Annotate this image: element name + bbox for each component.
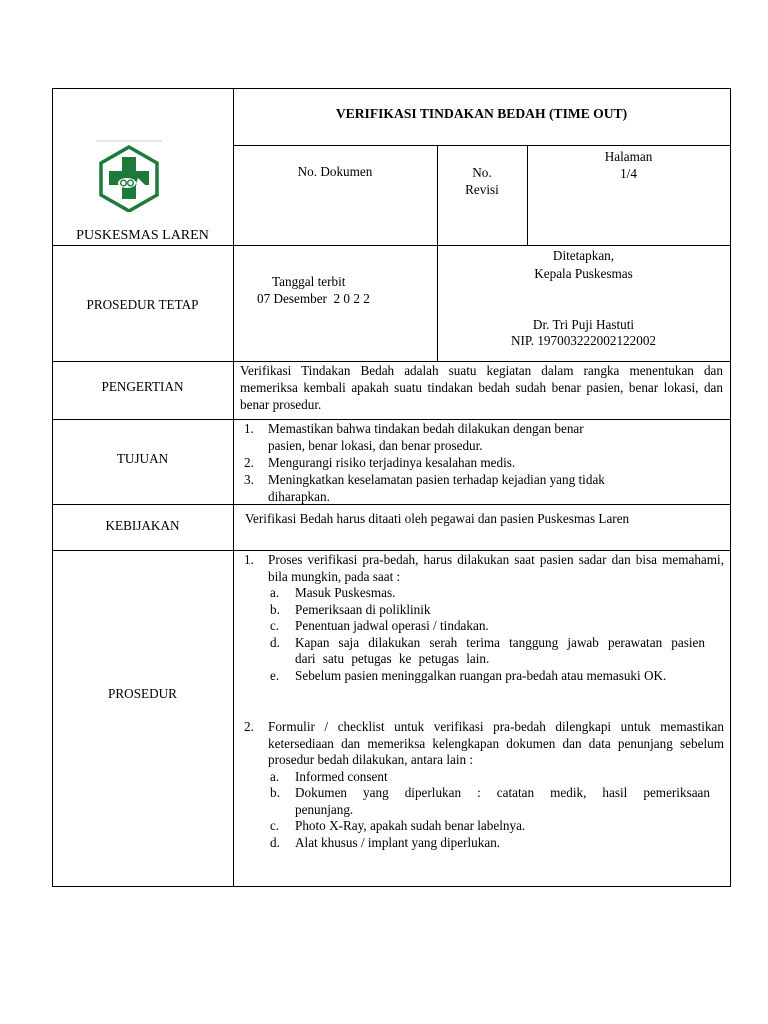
list-item: b. Dokumen yang diperlukan : catatan medik, hasil pemeriksaan penunjang.: [270, 785, 710, 817]
list-item: c. Photo X-Ray, apakah sudah benar labelnya.: [270, 818, 526, 833]
list-item: c. Penentuan jadwal operasi / tindakan.: [270, 618, 489, 633]
halaman-value: 1/4: [620, 166, 637, 181]
list-item: a. Informed consent: [270, 768, 388, 784]
list-item: 3. Meningkatkan keselamatan pasien terhadap kejadian yang tidak diharapkan.: [244, 472, 605, 504]
org-name: PUSKESMAS LAREN: [76, 228, 209, 243]
prosedur-label: PROSEDUR: [108, 686, 177, 701]
signatory-name: Dr. Tri Puji Hastuti: [532, 317, 635, 332]
no-revisi-label: No. Revisi: [465, 165, 499, 197]
prosedur-step-2: 2. Formulir / checklist untuk verifikasi pra-bedah dilengkapi untuk memastikan ketersediaan dan memeriksa kelengkapan dokumen dan data penunjang sebelum prosedur bedah dilakukan, antara lain : a. Informed consent b. Dokumen yang diperlukan : catatan medik, hasil pemeriksaan penunjang. c. Photo X-Ray, apakah sudah benar labelnya. d. Alat khusus / implant yang diperlukan.: [244, 719, 724, 850]
list-item: b. Pemeriksaan di poliklinik: [270, 601, 431, 617]
list-item: e. Sebelum pasien meninggalkan ruangan pra-bedah atau memasuki OK.: [270, 667, 667, 683]
halaman-cell: [527, 148, 730, 182]
document-title: VERIFIKASI TINDAKAN BEDAH (TIME OUT): [335, 106, 628, 121]
signatory-nip: NIP. 197003222002122002: [510, 333, 657, 348]
kepala-puskesmas-label: Kepala Puskesmas: [534, 266, 633, 281]
tanggal-terbit-value: 07 Desember 2 0 2 2: [257, 291, 370, 306]
halaman-label: Halaman: [604, 149, 653, 164]
pengertian-text: Verifikasi Tindakan Bedah adalah suatu kegiatan dalam rangka menentukan dan memeriksa kembali apakah suatu tindakan bedah sudah benar pasien, benar lokasi, dan benar prosedur.: [240, 363, 723, 412]
tujuan-list: [244, 420, 724, 505]
pengertian-label: PENGERTIAN: [101, 379, 184, 394]
list-item: a. Masuk Puskesmas.: [270, 585, 396, 600]
tanggal-terbit-label: Tanggal terbit: [272, 274, 346, 289]
kebijakan-text: Verifikasi Bedah harus ditaati oleh pegawai dan pasien Puskesmas Laren: [245, 511, 630, 526]
no-dokumen-label: No. Dokumen: [297, 164, 373, 179]
ditetapkan-label: Ditetapkan,: [552, 248, 615, 263]
prosedur-tetap-label: PROSEDUR TETAP: [86, 297, 199, 312]
list-item: d. Kapan saja dilakukan serah terima tanggung jawab perawatan pasien dari satu petugas ke petugas lain.: [270, 634, 705, 666]
list-item: d. Alat khusus / implant yang diperlukan.: [270, 834, 501, 850]
kebijakan-label: KEBIJAKAN: [105, 518, 180, 533]
puskesmas-logo: [96, 140, 162, 212]
prosedur-step-1: 1. Proses verifikasi pra-bedah, harus dilakukan saat pasien sadar dan bisa memahami, bila mungkin, pada saat : a. Masuk Puskesmas. b. Pemeriksaan di poliklinik c. Penentuan jadwal operasi / tindakan. d. Kapan saja dilakukan serah terima tanggung jawab perawatan pasien dari satu petugas ke petugas lain. e. Sebelum pasien meninggalkan ruangan pra-bedah atau memasuki OK.: [244, 552, 724, 683]
list-item: 1. Memastikan bahwa tindakan bedah dilakukan dengan benar pasien, benar lokasi, dan benar prosedur.: [244, 421, 584, 453]
list-item: 2. Mengurangi risiko terjadinya kesalahan medis.: [244, 455, 516, 470]
tujuan-label: TUJUAN: [116, 451, 169, 466]
